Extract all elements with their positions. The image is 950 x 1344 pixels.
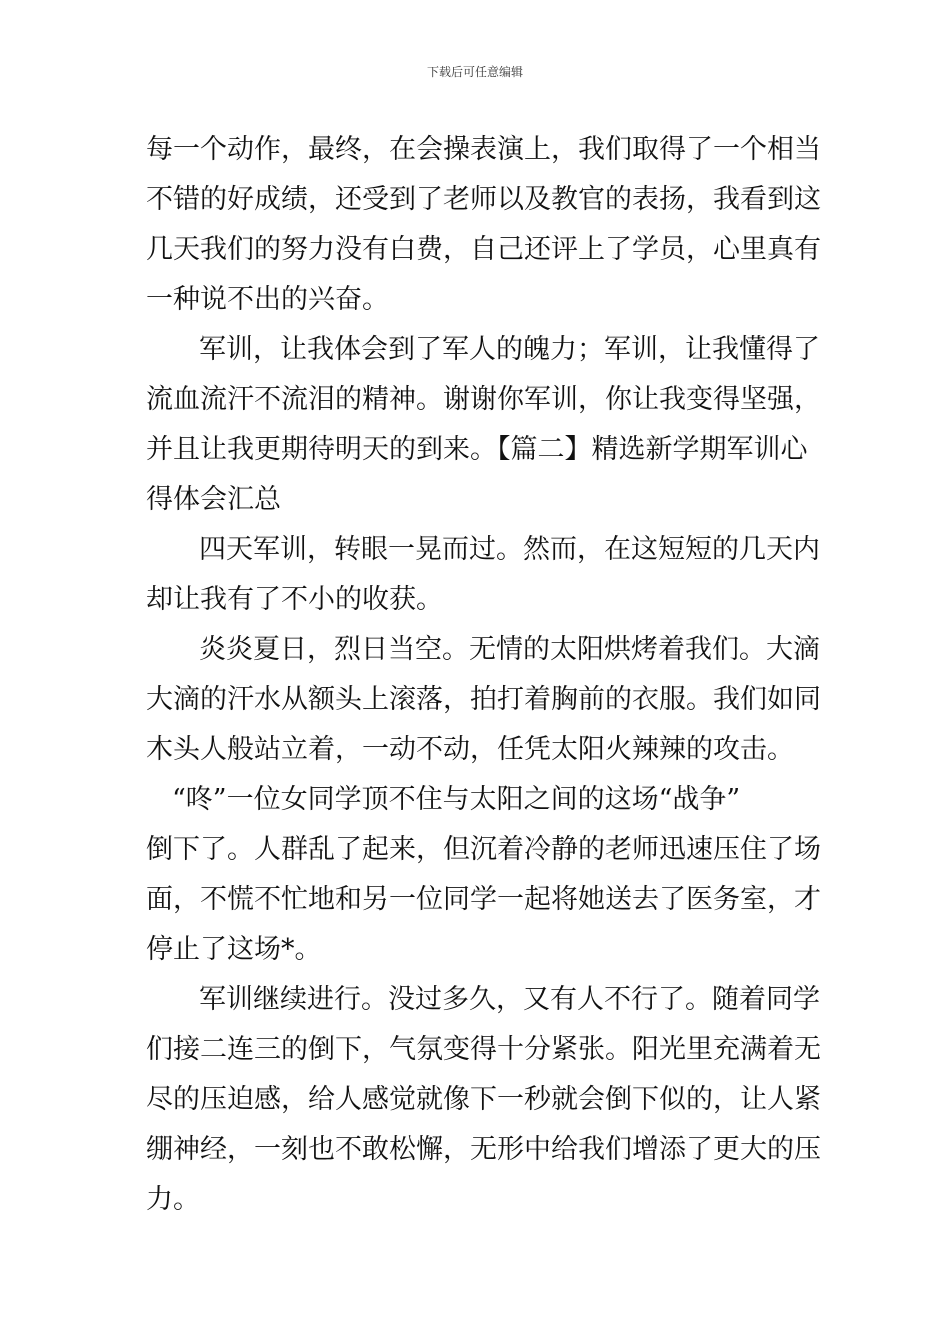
body-line: 们接二连三的倒下，气氛变得十分紧张。阳光里充满着无 [146, 1034, 821, 1065]
body-line: 大滴的汗水从额头上滚落，拍打着胸前的衣服。我们如同 [146, 684, 821, 715]
body-line: 尽的压迫感，给人感觉就像下一秒就会倒下似的，让人紧 [146, 1084, 821, 1115]
body-line: 几天我们的努力没有白费，自己还评上了学员，心里真有 [146, 234, 821, 265]
body-line: 不错的好成绩，还受到了老师以及教官的表扬，我看到这 [146, 184, 821, 215]
body-line: 面，不慌不忙地和另一位同学一起将她送去了医务室，才 [146, 884, 821, 915]
page-header: 下载后可任意编辑 [426, 65, 523, 79]
body-line: 绷神经，一刻也不敢松懈，无形中给我们增添了更大的压 [146, 1134, 821, 1165]
body-line: 停止了这场*。 [146, 934, 322, 965]
body-line: 木头人般站立着，一动不动，任凭太阳火辣辣的攻击。 [146, 734, 794, 765]
body-line: 得体会汇总 [146, 484, 281, 515]
body-line: 力。 [146, 1184, 200, 1215]
body-line: 倒下了。人群乱了起来，但沉着冷静的老师迅速压住了场 [146, 834, 821, 865]
body-line: 每一个动作，最终，在会操表演上，我们取得了一个相当 [146, 134, 821, 165]
body-line: 并且让我更期待明天的到来。【篇二】精选新学期军训心 [146, 434, 808, 465]
body-line: “咚”一位女同学顶不住与太阳之间的这场“战争” [172, 784, 741, 815]
body-line: 炎炎夏日，烈日当空。无情的太阳烘烤着我们。大滴 [199, 634, 820, 665]
body-line: 军训继续进行。没过多久，又有人不行了。随着同学 [199, 984, 820, 1015]
body-line: 一种说不出的兴奋。 [146, 284, 389, 315]
body-line: 流血流汗不流泪的精神。谢谢你军训，你让我变得坚强， [146, 384, 821, 415]
body-line: 四天军训，转眼一晃而过。然而，在这短短的几天内 [199, 534, 820, 565]
body-line: 却让我有了不小的收获。 [146, 584, 443, 615]
body-line: 军训，让我体会到了军人的魄力；军训，让我懂得了 [199, 334, 820, 365]
